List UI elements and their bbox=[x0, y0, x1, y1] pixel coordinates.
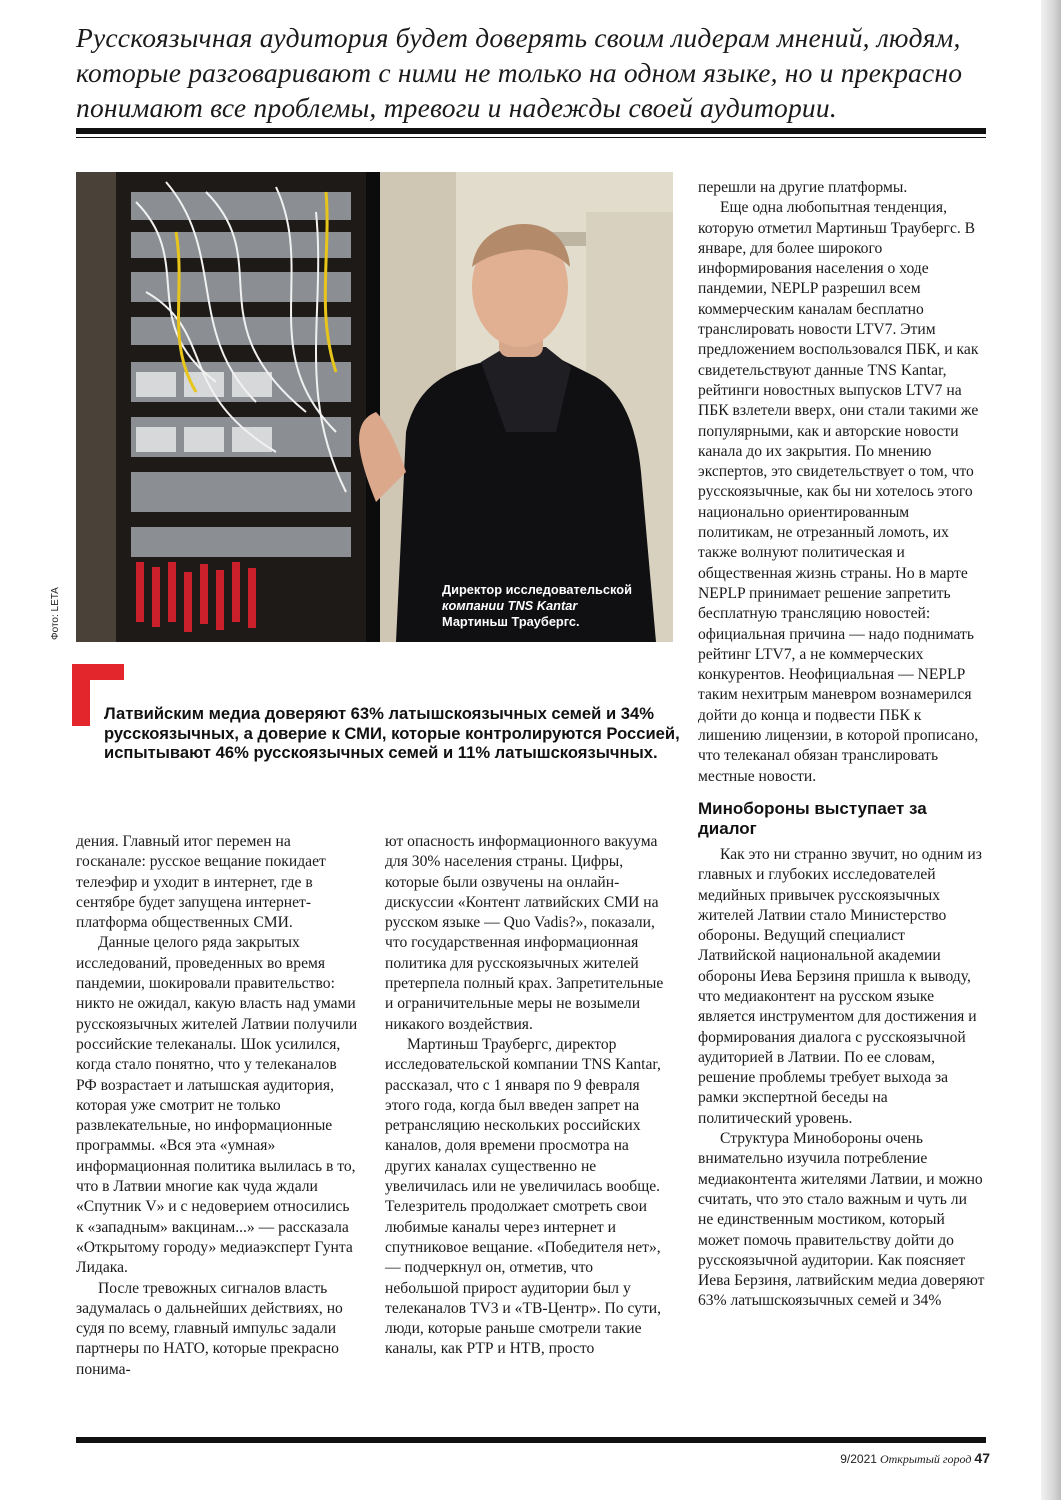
column-3 bbox=[698, 178, 985, 1312]
paragraph: После тревожных сигналов власть задумалась о дальнейших действиях, но судя по всему, главный импульс задали партнеры по НАТО, которые прекрасно понима- bbox=[76, 1279, 343, 1378]
portrait-photo bbox=[76, 172, 673, 642]
page-footer bbox=[820, 1450, 990, 1467]
paragraph: Данные целого ряда закрытых исследований, проведенных во время пандемии, шокировали правительство: никто не ожидал, какую власть над умами русскоязычных жителей Латвии получили российские телеканалы. Шок усилился, когда стало понятно, что у телеканалов РФ возрастает и латышская аудитория, которая уже смотрит не только развлекательные, но информационные программы. «Вся эта «умная» информационная политика вылилась в то, что в Латвии многие как чуда ждали «Спутник V» и с недоверием относились к «западным» вакцинам...» — рассказала «Открытому городу» медиаэксперт Гунта Лидака. bbox=[76, 934, 358, 1277]
photo-credit: Фото: LETA bbox=[50, 587, 61, 640]
paragraph: Еще одна любопытная тенденция, которую отметил Мартиньш Траубергс. В январе, для более широкого информирования населения о ходе пандемии, NEPLP разрешил всем коммерческим каналам бесплатно транслировать новости LTV7. Этим предложением воспользовался ПБК, и как свидетельствуют данные TNS Kantar, рейтинги новостных выпусков LTV7 на ПБК взлетели вверх, они стали такими же популярными, как и авторские новости канала до их закрытия. По мнению экспертов, это свидетельствует о том, что русскоязычные, как бы ни хотелось этого национально ориентированным политикам, не отрезанный ломоть, их также волнуют политическая и общественная жизнь страны. Но в марте NEPLP принимает решение запретить бесплатную трансляцию новостей: официальная причина — надо поднимать рейтинг LTV7, а не коммерческих конкурентов. Неофициальная — NEPLP таким нехитрым маневром вознамерился дойти до конца и подвести ПБК к лишению лицензии, в которой прописано, что телеканал обязан транслировать местные новости. bbox=[698, 199, 979, 785]
magazine-name: Открытый город bbox=[879, 1452, 972, 1466]
page-number: 47 bbox=[974, 1450, 990, 1466]
paragraph: Мартиньш Траубергс, директор исследовательской компании TNS Kantar, рассказал, что с 1 января по 9 февраля этого года, когда был введен запрет на ретрансляцию нескольких российских каналов, доля времени просмотра на других каналах существенно не увеличилась или не увеличилась вообще. Телезритель продолжает смотреть свои любимые каналы через интернет и спутниковое вещание. «Победителя нет», — подчеркнул он, отметив, что небольшой прирост аудитории был у телеканалов TV3 и «ТВ-Центр». По сути, люди, которые раньше смотрели такие каналы, как РТР и НТВ, просто bbox=[385, 1035, 662, 1358]
lead-quote: Русскоязычная аудитория будет доверять своим лидерам мнений, людям, которые разговаривают с ними не только на одном языке, но и прекрасно понимают все проблемы, тревоги и надежды своей аудитории. bbox=[76, 22, 963, 123]
page-edge bbox=[1041, 0, 1061, 1500]
photo-caption bbox=[442, 582, 674, 630]
pullquote-mark-top bbox=[72, 664, 124, 680]
caption-line-2: компании TNS Kantar bbox=[442, 598, 578, 613]
issue-number: 9/2021 bbox=[840, 1452, 877, 1466]
paragraph: дения. Главный итог перемен на госканале: русское вещание покидает телеэфир и уходит в интернет, где в сентябре будет запущена интернет-платформа общественных СМИ. bbox=[76, 833, 326, 932]
header-rule-thick bbox=[76, 128, 986, 134]
pullquote: Латвийским медиа доверяют 63% латышскоязычных семей и 34% русскоязычных, а доверие к СМИ, которые контролируются Россией, испытывают 46% русскоязычных семей и 11% латышскоязычных. bbox=[104, 704, 680, 763]
section-heading: Минобороны выступает за диалог bbox=[698, 798, 927, 838]
footer-rule bbox=[76, 1437, 986, 1443]
paragraph: Как это ни странно звучит, но одним из главных и глубоких исследователей медийных привычек русскоязычных жителей Латвии стало Министерство обороны. Ведущий специалист Латвийской национальной академии обороны Иева Берзиня пришла к выводу, что медиаконтент на русском языке является инструментом для достижения и формирования диалога с русскоязычной аудиторией в Латвии. По ее словам, решение проблемы требует выхода за рамки экспертной беседы на политический уровень. bbox=[698, 845, 982, 1127]
paragraph: ют опасность информационного вакуума для 30% населения страны. Цифры, которые были озвучены на онлайн-дискуссии «Контент латвийских СМИ на русском языке — Quo Vadis?», показали, что государственная информационная политика для русскоязычных жителей претерпела полный крах. Запретительные и ограничительные меры не возымели никакого воздействия. bbox=[385, 833, 664, 1033]
paragraph: Структура Минобороны очень внимательно изучила потребление медиаконтента жителями Латвии, и можно считать, что это стало важным и чуть ли не единственным мостиком, который может помочь правительству дойти до русскоязычной аудитории. Как поясняет Иева Берзиня, латвийским медиа доверяют 63% латышскоязычных семей и 34% bbox=[698, 1130, 985, 1310]
column-1 bbox=[76, 832, 360, 1380]
header-rule-thin bbox=[76, 137, 986, 138]
column-2 bbox=[385, 832, 670, 1360]
paragraph: перешли на другие платформы. bbox=[698, 179, 908, 196]
caption-line-1: Директор исследовательской bbox=[442, 582, 632, 597]
caption-line-3: Мартиньш Траубергс. bbox=[442, 614, 580, 629]
